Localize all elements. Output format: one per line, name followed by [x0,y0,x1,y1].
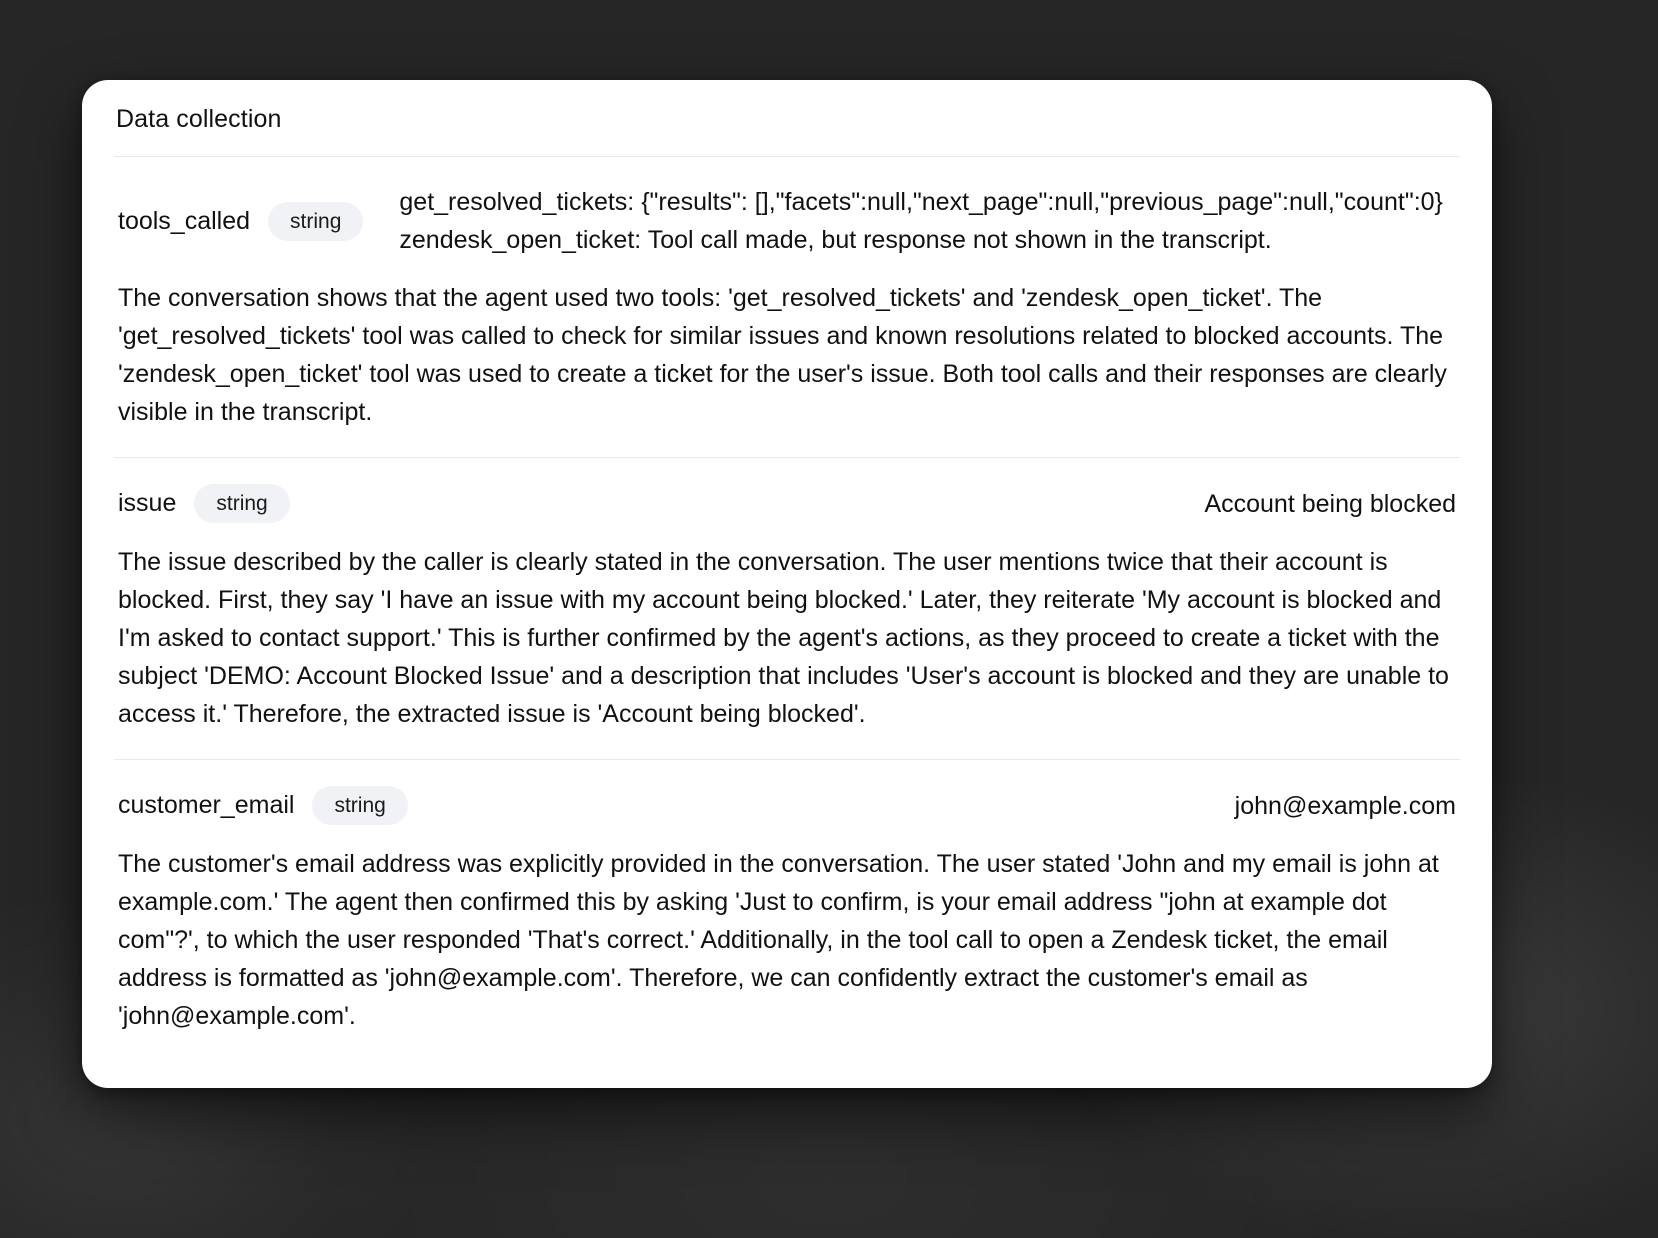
data-explanation: The customer's email address was explicitly provided in the conversation. The user stated 'John and my email is john at example.com.' The agent then confirmed this by asking 'Just to confirm, is your email address "john at example dot com"?', to which the user responded 'That's correct.' Additionally, in the tool call to open a Zendesk ticket, the email address is formatted as 'john@example.com'. Therefore, we can confidently extract the customer's email as 'john@example.com'. [118,850,1439,1030]
data-row-key-block [118,484,290,523]
card-header [82,80,1492,156]
data-row-header [118,183,1456,259]
data-row-key-block [118,786,408,825]
type-badge: string [268,202,363,241]
data-row-tools-called [82,157,1492,457]
data-key-label: tools_called [118,206,251,235]
data-row-issue [82,458,1492,759]
data-row-header [118,786,1456,825]
data-key-label: customer_email [118,791,295,819]
data-collection-card [82,80,1492,1088]
data-value: Account being blocked [1204,489,1456,518]
data-key-label: issue [118,489,177,517]
data-value: get_resolved_tickets: {"results": [],"facets":null,"next_page":null,"previous_page":null,"count":0} zendesk_open_ticket: Tool call made, but response not shown in the transcript. [399,188,1443,254]
page-title: Data collection [116,105,282,133]
data-explanation: The issue described by the caller is clearly stated in the conversation. The user mentions twice that their account is blocked. First, they say 'I have an issue with my account being blocked.' Later, they reiterate 'My account is blocked and I'm asked to contact support.' This is further confirmed by the agent's actions, as they proceed to create a ticket with the subject 'DEMO: Account Blocked Issue' and a description that includes 'User's account is blocked and they are unable to access it.' Therefore, the extracted issue is 'Account being blocked'. [118,548,1449,728]
data-row-header [118,484,1456,523]
data-value: john@example.com [1234,791,1456,820]
data-explanation: The conversation shows that the agent used two tools: 'get_resolved_tickets' and 'zendesk_open_ticket'. The 'get_resolved_tickets' tool was called to check for similar issues and known resolutions related to blocked accounts. The 'zendesk_open_ticket' tool was used to create a ticket for the user's issue. Both tool calls and their responses are clearly visible in the transcript. [118,284,1447,426]
type-badge: string [194,484,289,523]
data-row-key-block [118,202,363,241]
data-row-customer-email [82,760,1492,1035]
type-badge: string [312,786,407,825]
